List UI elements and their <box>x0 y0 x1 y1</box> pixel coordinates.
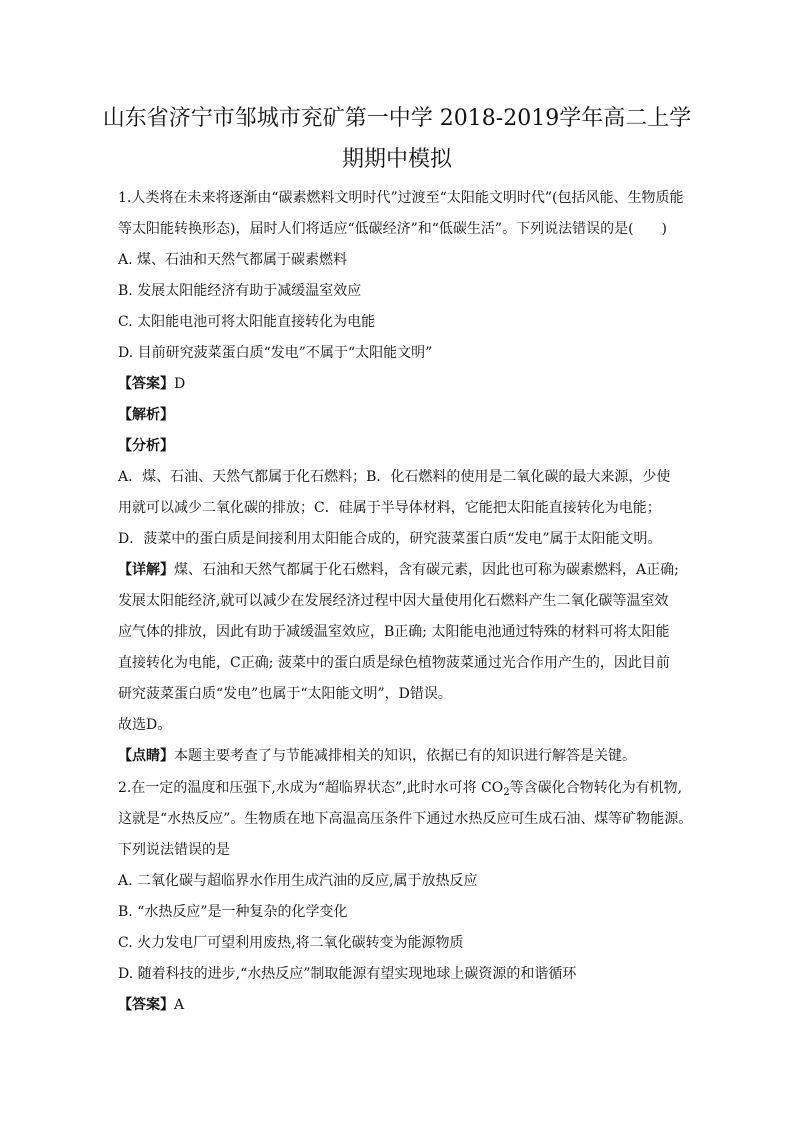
q1-xiangjie-line-5: 研究菠菜蛋白质“发电”也属于“太阳能文明”，D错误。 <box>118 686 452 702</box>
dianjing-text: 本题主要考查了与节能减排相关的知识，依据已有的知识进行解答是关键。 <box>174 748 636 764</box>
q1-option-c: C. 太阳能电池可将太阳能直接转化为电能 <box>118 314 376 330</box>
q1-dianjing <box>118 746 678 766</box>
q1-analysis-heading: 【解析】 <box>118 407 174 423</box>
dianjing-label: 【点睛】 <box>118 748 174 764</box>
q1-option-d: D. 目前研究菠菜蛋白质“发电”不属于“太阳能文明” <box>118 345 433 361</box>
answer-label: 【答案】 <box>118 997 174 1013</box>
q1-conclusion: 故选D。 <box>118 717 172 733</box>
q2-option-c: C. 火力发电厂可望利用废热,将二氧化碳转变为能源物质 <box>118 935 464 951</box>
q1-fenxi-line-1: A．煤、石油、天然气都属于化石燃料；B．化石燃料的使用是二氧化碳的最大来源，少使 <box>118 469 671 485</box>
q2-option-d: D. 随着科技的进步,“水热反应”制取能源有望实现地球上碳资源的和谐循环 <box>118 966 577 982</box>
document-title-line-2: 期期中模拟 <box>341 147 452 172</box>
q1-xiangjie-line-2: 发展太阳能经济,就可以减少在发展经济过程中因大量使用化石燃料产生二氧化碳等温室效 <box>118 593 669 609</box>
q2-option-b: B. “水热反应”是一种复杂的化学变化 <box>118 904 348 920</box>
q2-stem-line-3: 下列说法错误的是 <box>118 842 230 858</box>
subscript-2: 2 <box>503 787 510 798</box>
q1-option-b: B. 发展太阳能经济有助于减缓温室效应 <box>118 283 362 299</box>
q1-fenxi-line-3: D．菠菜中的蛋白质是间接利用太阳能合成的，研究菠菜蛋白质“发电”属于太阳能文明。 <box>118 531 662 547</box>
answer-value: D <box>174 376 186 392</box>
q1-answer <box>118 374 678 394</box>
q1-xiangjie-line-3: 应气体的排放，因此有助于减缓温室效应，B正确; 太阳能电池通过特殊的材料可将太阳能 <box>118 624 670 640</box>
answer-value: A <box>174 997 185 1013</box>
q2-option-a: A. 二氧化碳与超临界水作用生成汽油的反应,属于放热反应 <box>118 873 478 889</box>
q2-stem-line-2: 这就是“水热反应”。生物质在地下高温高压条件下通过水热反应可生成石油、煤等矿物能源。 <box>118 811 693 827</box>
q1-fenxi-heading: 【分析】 <box>118 438 174 454</box>
q1-option-a: A. 煤、石油和天然气都属于碳素燃料 <box>118 252 348 268</box>
q2-stem-part-b: 等含碳化合物转化为有机物, <box>509 780 683 796</box>
answer-label: 【答案】 <box>118 376 174 392</box>
document-title-line-1: 山东省济宁市邹城市兖矿第一中学 2018-2019学年高二上学 <box>102 106 692 131</box>
xiangjie-text: 煤、石油和天然气都属于化石燃料，含有碳元素，因此也可称为碳素燃料，A正确; <box>174 562 679 578</box>
q1-xiangjie-line-1 <box>118 560 678 580</box>
q1-fenxi-line-2: 用就可以减少二氧化碳的排放；C．硅属于半导体材料，它能把太阳能直接转化为电能； <box>118 500 661 516</box>
q2-answer <box>118 995 678 1015</box>
q2-stem-part-a: 2.在一定的温度和压强下,水成为“超临界状态”,此时水可将 CO <box>118 780 504 796</box>
q1-stem-line-1: 1.人类将在未来将逐渐由“碳素燃料文明时代”过渡至“太阳能文明时代”(包括风能、生物质能 <box>118 190 684 206</box>
xiangjie-label: 【详解】 <box>118 562 174 578</box>
q1-xiangjie-line-4: 直接转化为电能，C正确; 菠菜中的蛋白质是绿色植物菠菜通过光合作用产生的，因此目前 <box>118 655 670 671</box>
q1-stem-line-2: 等太阳能转换形态)，届时人们将适应“低碳经济”和“低碳生活”。下列说法错误的是( ) <box>118 221 668 237</box>
q2-stem-line-1 <box>118 778 683 798</box>
